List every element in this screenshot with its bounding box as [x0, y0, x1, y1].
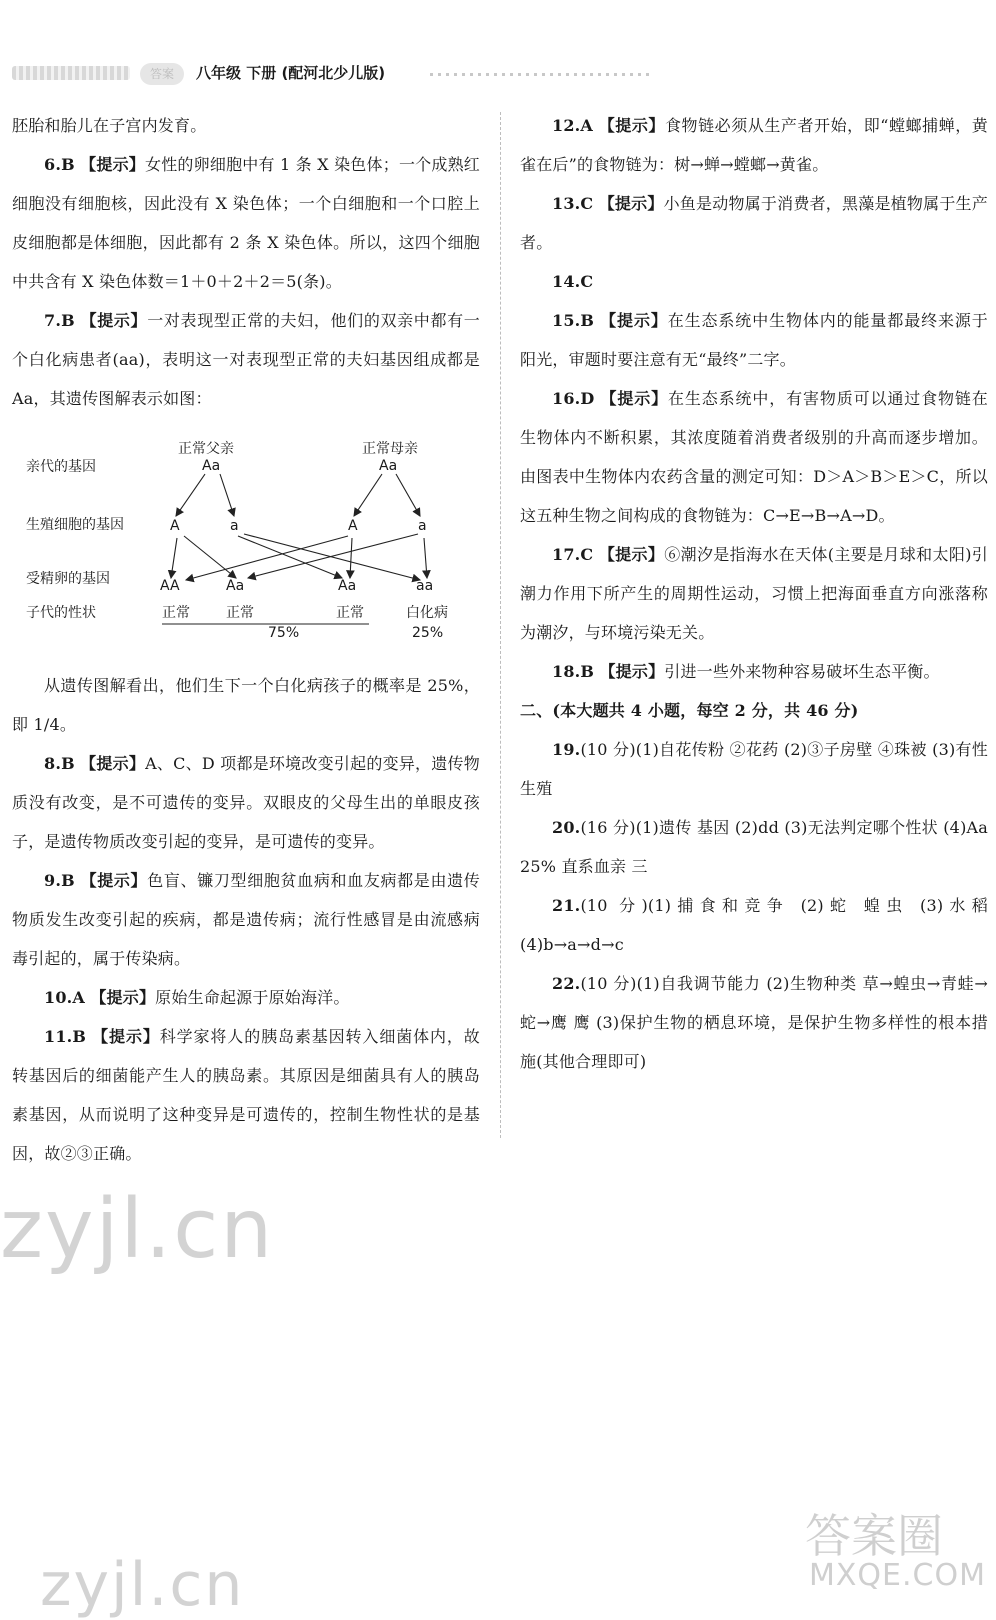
answer-number: 20. — [552, 818, 581, 837]
watermark-site-bottom: zyjl.cn — [40, 1550, 245, 1620]
hint-tag: 【提示】 — [598, 545, 665, 564]
hint-tag: 【提示】 — [92, 1027, 160, 1046]
paragraph-continuation: 胚胎和胎儿在子宫内发育。 — [12, 116, 207, 135]
trait-normal-2: 正常 — [226, 605, 254, 621]
answer-number: 19. — [552, 740, 581, 759]
answer-text: 引进一些外来物种容易破坏生态平衡。 — [664, 662, 940, 681]
answer-13 — [520, 184, 988, 262]
answer-number: 11.B — [44, 1027, 87, 1046]
answer-number: 10.A — [44, 988, 86, 1007]
answer-number: 17.C — [552, 545, 594, 564]
answer-text: 女性的卵细胞中有 1 条 X 染色体；一个成熟红细胞没有细胞核，因此没有 X 染色体；一个白细胞和一个口腔上皮细胞都是体细胞，因此都有 2 条 X 染色体。所以，这四个细胞中共含有 X 染色体数＝1＋0＋2＋2＝5(条)。 — [12, 155, 480, 291]
arrow-mother-A — [354, 474, 382, 516]
gamete-father-A: A — [170, 518, 180, 534]
answer-18 — [520, 652, 988, 691]
hint-tag: 【提示】 — [599, 662, 665, 681]
zygote-aa: aa — [416, 578, 434, 594]
trait-normal-1: 正常 — [162, 605, 190, 621]
zygote-AA: AA — [160, 578, 180, 594]
answer-text: 色盲、镰刀型细胞贫血病和血友病都是由遗传物质发生改变引起的疾病，都是遗传病；流行性感冒是由流感病毒引起的，属于传染病。 — [12, 871, 480, 968]
header-dotted-rule — [430, 73, 650, 76]
right-column — [520, 106, 988, 1081]
answer-19 — [520, 730, 988, 808]
percent-normal: 75% — [268, 625, 300, 641]
percent-albino: 25% — [412, 625, 444, 641]
answer-20 — [520, 808, 988, 886]
arrow-ma-aa — [424, 538, 427, 578]
arrow-father-A — [176, 474, 205, 516]
arrow-fA-AA — [171, 538, 177, 578]
trait-albino: 白化病 — [406, 605, 448, 621]
answer-12 — [520, 106, 988, 184]
hint-tag: 【提示】 — [80, 754, 146, 773]
answer-15 — [520, 301, 988, 379]
hint-tag: 【提示】 — [90, 988, 156, 1007]
answer-text: 食物链必须从生产者开始，即“螳螂捕蝉，黄雀在后”的食物链为：树→蝉→螳螂→黄雀。 — [520, 116, 988, 174]
answer-text: (10 分)(1)自我调节能力 (2)生物种类 草→蝗虫→青蛙→蛇→鹰 鹰 (3)保护生物的栖息环境，是保护生物多样性的根本措施(其他合理即可) — [520, 974, 988, 1071]
answer-text: (16 分)(1)遗传 基因 (2)dd (3)无法判定哪个性状 (4)Aa 25% 直系血亲 三 — [520, 818, 988, 876]
answer-number: 14.C — [552, 272, 594, 291]
answer-22 — [520, 964, 988, 1081]
gamete-mother-A: A — [348, 518, 358, 534]
arrow-father-a — [220, 474, 234, 516]
hint-tag: 【提示】 — [80, 155, 145, 174]
answer-text: 在生态系统中生物体内的能量都最终来源于阳光，审题时要注意有无“最终”二字。 — [520, 311, 988, 369]
answer-text: (10 分)(1)自花传粉 ②花药 (2)③子房壁 ④珠被 (3)有性生殖 — [520, 740, 988, 798]
mother-gene: Aa — [379, 458, 398, 474]
answer-number: 16.D — [552, 389, 595, 408]
hint-tag: 【提示】 — [598, 116, 665, 135]
row-label-gamete: 生殖细胞的基因 — [26, 517, 124, 533]
answer-number: 13.C — [552, 194, 594, 213]
answer-number: 8.B — [44, 754, 75, 773]
answer-text: A、C、D 项都是环境改变引起的变异，遗传物质没有改变，是不可遗传的变异。双眼皮的父母生出的单眼皮孩子，是遗传物质改变引起的变异，是可遗传的变异。 — [12, 754, 480, 851]
gamete-mother-a: a — [418, 518, 427, 534]
answer-number: 15.B — [552, 311, 595, 330]
answer-number: 6.B — [44, 155, 75, 174]
arrow-mA-Aa — [350, 538, 352, 578]
arrow-fA-Aa — [184, 536, 236, 578]
answer-number: 18.B — [552, 662, 595, 681]
answer-21 — [520, 886, 988, 964]
answer-number: 22. — [552, 974, 581, 993]
answer-text: 一对表现型正常的夫妇，他们的双亲中都有一个白化病患者(aa)，表明这一对表现型正常的夫妇基因组成都是 Aa，其遗传图解表示如图： — [12, 311, 480, 408]
answer-number: 9.B — [44, 871, 75, 890]
watermark-site: zyjl.cn — [0, 1182, 275, 1277]
section-heading: 二、(本大题共 4 小题，每空 2 分，共 46 分) — [520, 701, 859, 720]
series-logo — [12, 66, 130, 80]
watermark-logo — [805, 1500, 995, 1596]
hint-tag: 【提示】 — [80, 871, 148, 890]
inheritance-diagram — [12, 418, 480, 666]
zygote-Aa-1: Aa — [226, 578, 245, 594]
book-title: 八年级 下册 (配河北少儿版) — [196, 64, 386, 82]
answer-9 — [12, 861, 480, 978]
answer-11 — [12, 1017, 480, 1173]
answer-14 — [520, 262, 988, 301]
answer-10 — [12, 978, 480, 1017]
row-label-trait: 子代的性状 — [26, 605, 96, 621]
answer-text: (10 分)(1)捕食和竞争 (2)蛇 蝗虫 (3)水稻 (4)b→a→d→c — [520, 896, 988, 954]
zygote-Aa-2: Aa — [338, 578, 357, 594]
trait-normal-3: 正常 — [336, 605, 364, 621]
answer-number: 12.A — [552, 116, 594, 135]
hint-tag: 【提示】 — [598, 194, 664, 213]
left-column — [12, 106, 480, 1173]
hint-tag: 【提示】 — [80, 311, 148, 330]
answer-number: 7.B — [44, 311, 75, 330]
watermark-logo-url: MXQE.COM — [809, 1558, 986, 1593]
hint-tag: 【提示】 — [600, 311, 668, 330]
hint-tag: 【提示】 — [600, 389, 668, 408]
answer-number: 21. — [552, 896, 581, 915]
answer-text: 原始生命起源于原始海洋。 — [155, 988, 350, 1007]
answer-text: 科学家将人的胰岛素基因转入细菌体内，故转基因后的细菌能产生人的胰岛素。其原因是细菌具有人的胰岛素基因，从而说明了这种变异是可遗传的，控制生物性状的是基因，故②③正确。 — [12, 1027, 480, 1163]
diagram-conclusion: 从遗传图解看出，他们生下一个白化病孩子的概率是 25%，即 1/4。 — [12, 676, 480, 734]
answer-17 — [520, 535, 988, 652]
answer-7 — [12, 301, 480, 418]
arrow-mother-a — [396, 474, 420, 516]
page-header — [12, 62, 652, 88]
mother-label: 正常母亲 — [362, 441, 418, 457]
answer-text: 小鱼是动物属于消费者，黑藻是植物属于生产者。 — [520, 194, 988, 252]
gamete-father-a: a — [230, 518, 239, 534]
father-label: 正常父亲 — [178, 441, 234, 457]
answer-text: 在生态系统中，有害物质可以通过食物链在生物体内不断积累，其浓度随着消费者级别的升高而逐步增加。由图表中生物体内农药含量的测定可知：D＞A＞B＞E＞C，所以这五种生物之间构成的食物链为：C→E→B→A→D。 — [520, 389, 988, 525]
row-label-zygote: 受精卵的基因 — [26, 571, 110, 587]
watermark-logo-text: 答案圈 — [805, 1509, 943, 1563]
answer-8 — [12, 744, 480, 861]
answer-text: ⑥潮汐是指海水在天体(主要是月球和太阳)引潮力作用下所产生的周期性运动，习惯上把海面垂直方向涨落称为潮汐，与环境污染无关。 — [520, 545, 988, 642]
answer-16 — [520, 379, 988, 535]
column-divider — [500, 112, 501, 1138]
answer-badge: 答案 — [140, 63, 184, 85]
answer-6 — [12, 145, 480, 301]
row-label-parent: 亲代的基因 — [26, 459, 96, 475]
father-gene: Aa — [202, 458, 221, 474]
